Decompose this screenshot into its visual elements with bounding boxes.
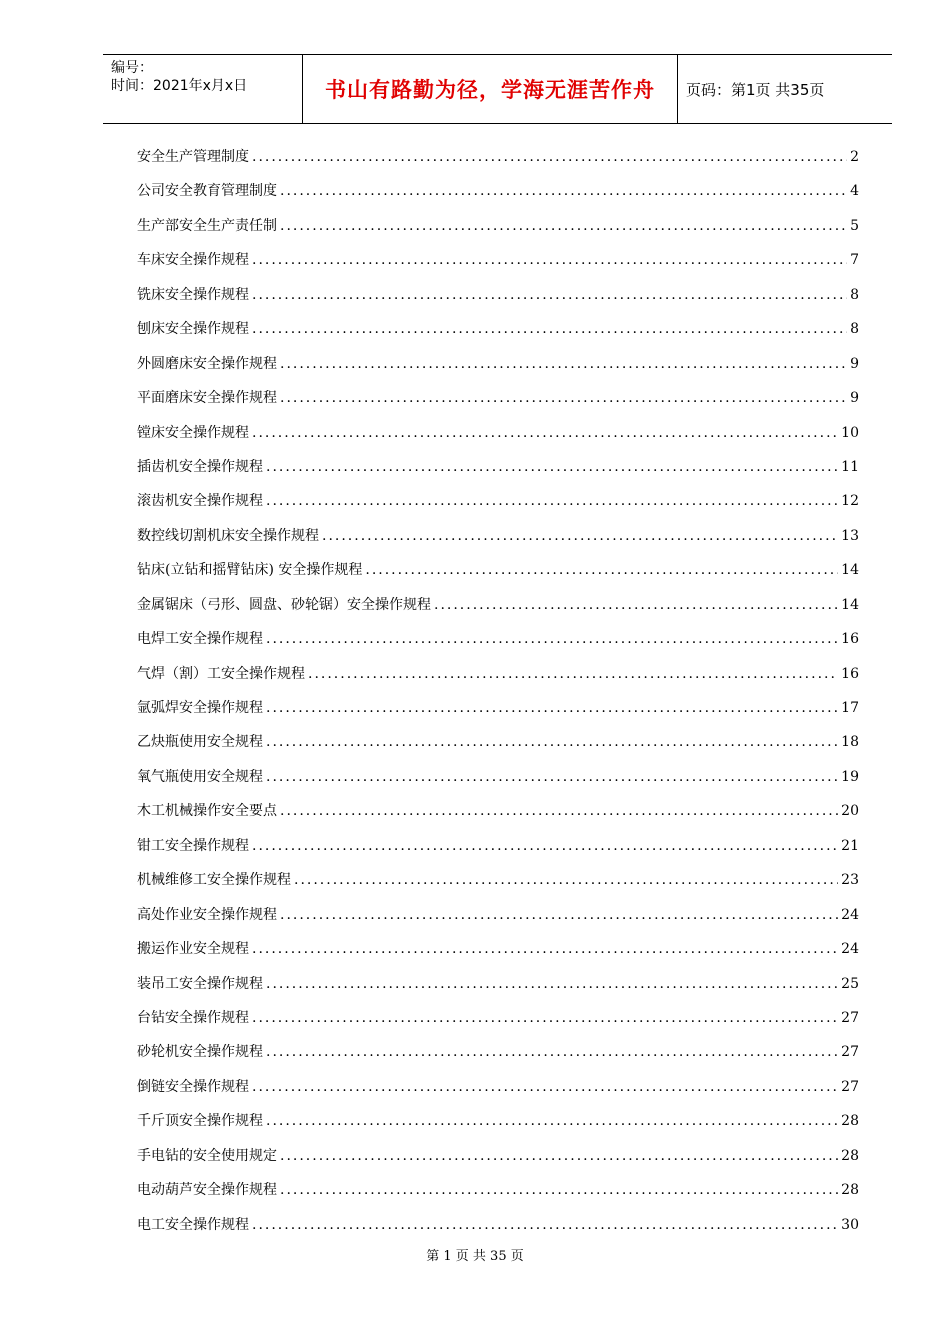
toc-leader-dots bbox=[322, 528, 838, 544]
toc-leader-dots bbox=[280, 803, 838, 819]
toc-entry-page: 23 bbox=[841, 872, 859, 889]
toc-entry[interactable] bbox=[137, 594, 859, 628]
toc-entry[interactable] bbox=[137, 353, 859, 387]
toc-leader-dots bbox=[252, 287, 847, 303]
toc-leader-dots bbox=[280, 1148, 838, 1164]
toc-entry-title: 钳工安全操作规程 bbox=[137, 837, 249, 854]
document-number-label: 编号： bbox=[111, 60, 153, 76]
toc-entry[interactable] bbox=[137, 284, 859, 318]
toc-entry-title: 平面磨床安全操作规程 bbox=[137, 390, 277, 407]
toc-entry-title: 电工安全操作规程 bbox=[137, 1216, 249, 1233]
toc-entry-page: 9 bbox=[850, 390, 859, 407]
toc-entry[interactable] bbox=[137, 387, 859, 421]
toc-entry-page: 28 bbox=[841, 1182, 859, 1199]
toc-entry[interactable] bbox=[137, 973, 859, 1007]
toc-entry-page: 14 bbox=[841, 596, 859, 613]
toc-entry-title: 手电钻的安全使用规定 bbox=[137, 1147, 277, 1164]
toc-leader-dots bbox=[280, 183, 847, 199]
toc-entry-page: 12 bbox=[841, 493, 859, 510]
toc-entry-page: 27 bbox=[841, 1044, 859, 1061]
toc-entry-page: 30 bbox=[841, 1216, 859, 1233]
toc-leader-dots bbox=[266, 459, 838, 475]
toc-entry[interactable] bbox=[137, 559, 859, 593]
toc-entry[interactable] bbox=[137, 869, 859, 903]
toc-entry-page: 17 bbox=[841, 700, 859, 716]
toc-entry-page: 27 bbox=[841, 1078, 859, 1095]
toc-entry-title: 外圆磨床安全操作规程 bbox=[137, 355, 277, 372]
toc-leader-dots bbox=[266, 1044, 838, 1060]
toc-entry[interactable] bbox=[137, 1041, 859, 1075]
toc-entry[interactable] bbox=[137, 628, 859, 662]
toc-entry-title: 木工机械操作安全要点 bbox=[137, 803, 277, 820]
toc-entry-page: 24 bbox=[841, 906, 859, 923]
toc-entry[interactable] bbox=[137, 249, 859, 283]
toc-entry-title: 数控线切割机床安全操作规程 bbox=[137, 527, 319, 544]
toc-entry[interactable] bbox=[137, 490, 859, 524]
toc-entry[interactable] bbox=[137, 938, 859, 972]
toc-leader-dots bbox=[266, 700, 838, 716]
toc-entry-title: 滚齿机安全操作规程 bbox=[137, 493, 263, 510]
header-page-info: 页码：第1页 共35页 bbox=[686, 80, 825, 99]
toc-entry[interactable] bbox=[137, 800, 859, 834]
toc-entry[interactable] bbox=[137, 1179, 859, 1213]
toc-entry-page: 7 bbox=[850, 252, 859, 269]
toc-entry[interactable] bbox=[137, 180, 859, 214]
toc-entry-title: 台钻安全操作规程 bbox=[137, 1009, 249, 1026]
toc-entry-title: 镗床安全操作规程 bbox=[137, 424, 249, 441]
toc-entry-page: 2 bbox=[850, 149, 859, 165]
toc-entry-title: 公司安全教育管理制度 bbox=[137, 183, 277, 200]
toc-entry[interactable] bbox=[137, 525, 859, 559]
toc-entry-page: 28 bbox=[841, 1113, 859, 1130]
toc-leader-dots bbox=[308, 666, 838, 682]
toc-entry[interactable] bbox=[137, 904, 859, 938]
toc-entry-title: 砂轮机安全操作规程 bbox=[137, 1044, 263, 1061]
toc-entry-page: 11 bbox=[841, 458, 859, 475]
toc-entry-title: 气焊（割）工安全操作规程 bbox=[137, 665, 305, 682]
toc-leader-dots bbox=[252, 838, 838, 854]
toc-entry[interactable] bbox=[137, 1110, 859, 1144]
toc-entry-title: 铣床安全操作规程 bbox=[137, 286, 249, 303]
toc-entry-page: 21 bbox=[841, 837, 859, 854]
toc-leader-dots bbox=[266, 493, 838, 509]
header-meta bbox=[103, 55, 303, 123]
toc-entry-title: 千斤顶安全操作规程 bbox=[137, 1113, 263, 1130]
toc-entry-page: 9 bbox=[850, 355, 859, 372]
toc-entry[interactable] bbox=[137, 215, 859, 249]
table-of-contents bbox=[137, 146, 859, 1248]
toc-entry-page: 5 bbox=[850, 217, 859, 234]
document-time: 时间：2021年x月x日 bbox=[111, 78, 248, 94]
toc-entry-title: 装吊工安全操作规程 bbox=[137, 975, 263, 992]
toc-entry-page: 24 bbox=[841, 941, 859, 958]
toc-entry-title: 电焊工安全操作规程 bbox=[137, 631, 263, 648]
toc-entry-title: 车床安全操作规程 bbox=[137, 252, 249, 269]
toc-leader-dots bbox=[266, 631, 838, 647]
toc-entry-title: 插齿机安全操作规程 bbox=[137, 458, 263, 475]
toc-entry-title: 金属锯床（弓形、圆盘、砂轮锯）安全操作规程 bbox=[137, 596, 431, 613]
toc-leader-dots bbox=[266, 769, 838, 785]
toc-leader-dots bbox=[434, 597, 838, 613]
page-footer: 第 1 页 共 35 页 bbox=[426, 1249, 524, 1264]
toc-entry[interactable] bbox=[137, 1076, 859, 1110]
toc-leader-dots bbox=[252, 941, 838, 957]
toc-entry-page: 8 bbox=[850, 286, 859, 303]
toc-leader-dots bbox=[365, 562, 838, 578]
toc-entry[interactable] bbox=[137, 697, 859, 731]
toc-entry-title: 电动葫芦安全操作规程 bbox=[137, 1182, 277, 1199]
toc-entry[interactable] bbox=[137, 766, 859, 800]
toc-entry-title: 倒链安全操作规程 bbox=[137, 1078, 249, 1095]
toc-entry-title: 氧气瓶使用安全规程 bbox=[137, 768, 263, 785]
toc-leader-dots bbox=[280, 218, 847, 234]
toc-entry-title: 搬运作业安全规程 bbox=[137, 941, 249, 958]
toc-leader-dots bbox=[280, 907, 838, 923]
toc-entry[interactable] bbox=[137, 456, 859, 490]
toc-entry-page: 20 bbox=[841, 803, 859, 820]
toc-leader-dots bbox=[252, 149, 847, 165]
toc-leader-dots bbox=[252, 1217, 838, 1233]
toc-entry-page: 16 bbox=[841, 631, 859, 648]
toc-leader-dots bbox=[280, 390, 847, 406]
toc-entry[interactable] bbox=[137, 146, 859, 180]
toc-entry-page: 25 bbox=[841, 975, 859, 992]
toc-entry[interactable] bbox=[137, 1214, 859, 1248]
toc-entry-page: 8 bbox=[850, 321, 859, 338]
toc-entry[interactable] bbox=[137, 835, 859, 869]
toc-entry-page: 19 bbox=[841, 768, 859, 785]
toc-leader-dots bbox=[266, 976, 838, 992]
toc-leader-dots bbox=[252, 1010, 838, 1026]
toc-leader-dots bbox=[252, 252, 847, 268]
toc-entry[interactable] bbox=[137, 663, 859, 697]
toc-entry[interactable] bbox=[137, 1145, 859, 1179]
toc-leader-dots bbox=[266, 734, 838, 750]
toc-entry-title: 高处作业安全操作规程 bbox=[137, 906, 277, 923]
toc-entry-page: 27 bbox=[841, 1009, 859, 1026]
toc-entry-page: 4 bbox=[850, 183, 859, 200]
toc-entry-title: 生产部安全生产责任制 bbox=[137, 217, 277, 234]
toc-leader-dots bbox=[280, 1182, 838, 1198]
toc-entry[interactable] bbox=[137, 731, 859, 765]
toc-leader-dots bbox=[252, 321, 847, 337]
toc-leader-dots bbox=[294, 872, 838, 888]
toc-entry-title: 钻床(立钻和摇臂钻床) 安全操作规程 bbox=[137, 562, 363, 579]
toc-entry[interactable] bbox=[137, 1007, 859, 1041]
toc-entry-title: 刨床安全操作规程 bbox=[137, 321, 249, 338]
toc-leader-dots bbox=[252, 425, 838, 441]
toc-entry-title: 氩弧焊安全操作规程 bbox=[137, 700, 263, 716]
toc-entry[interactable] bbox=[137, 318, 859, 352]
page-header bbox=[103, 54, 892, 124]
toc-entry-title: 安全生产管理制度 bbox=[137, 149, 249, 165]
toc-leader-dots bbox=[266, 1113, 838, 1129]
toc-entry-page: 28 bbox=[841, 1147, 859, 1164]
toc-entry-title: 乙炔瓶使用安全规程 bbox=[137, 734, 263, 751]
toc-leader-dots bbox=[280, 356, 847, 372]
toc-entry-page: 10 bbox=[841, 424, 859, 441]
toc-entry-page: 13 bbox=[841, 527, 859, 544]
toc-entry-page: 18 bbox=[841, 734, 859, 751]
header-motto: 书山有路勤为径，学海无涯苦作舟 bbox=[303, 55, 678, 123]
toc-entry-page: 14 bbox=[841, 562, 859, 579]
toc-entry-page: 16 bbox=[841, 665, 859, 682]
toc-entry-title: 机械维修工安全操作规程 bbox=[137, 872, 291, 889]
toc-leader-dots bbox=[252, 1079, 838, 1095]
toc-entry[interactable] bbox=[137, 422, 859, 456]
